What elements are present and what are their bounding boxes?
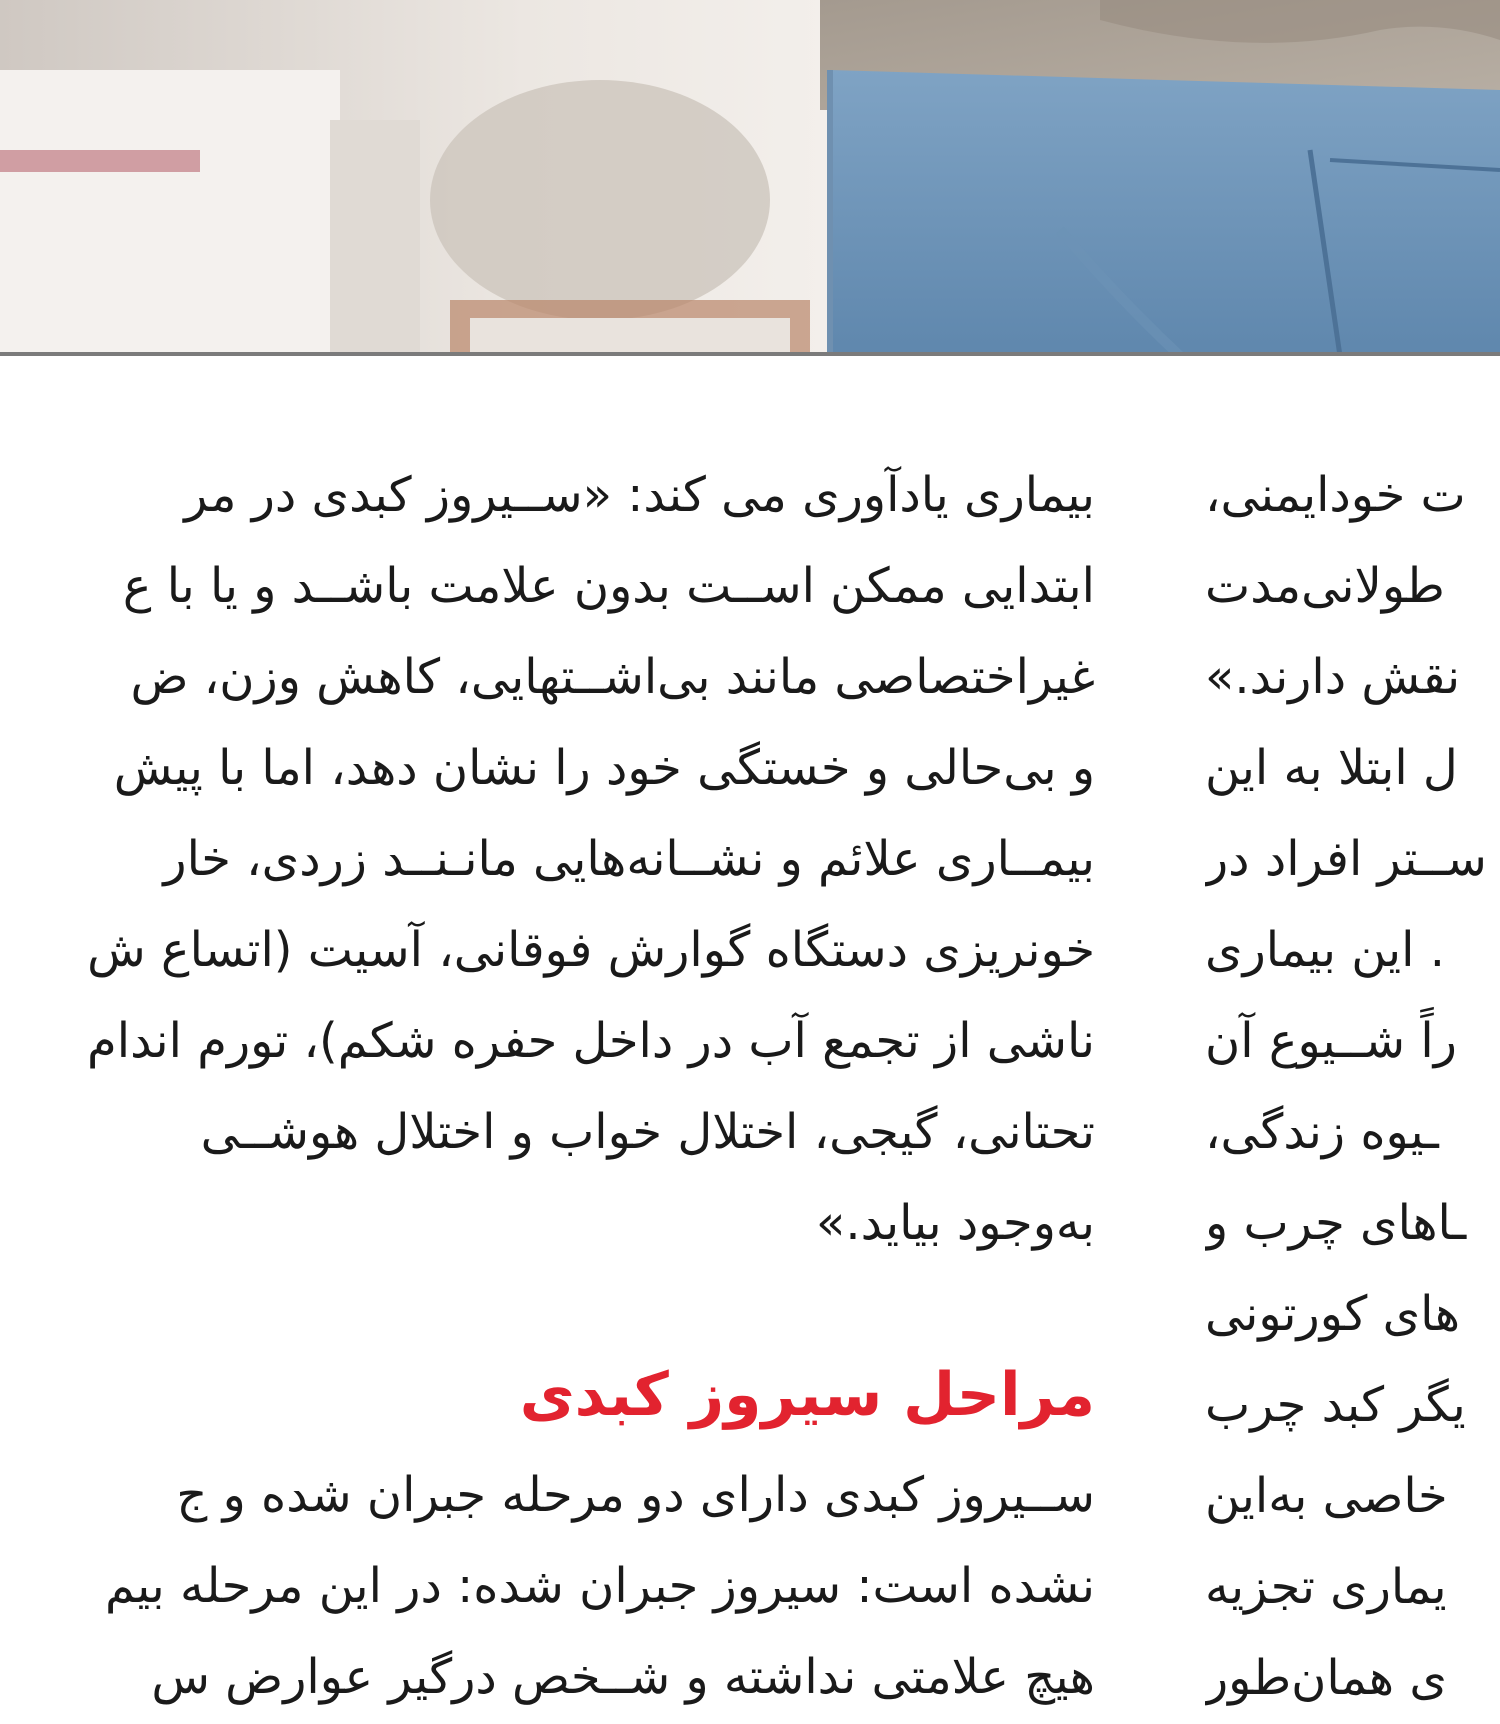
paragraph-line: ت خودایمنی، xyxy=(1205,467,1466,523)
paragraph-line: غیراختصاصی مانند بی‌اشــتهایی، کاهش وزن، ض xyxy=(130,649,1095,705)
photo-of-person-in-jeans-icon xyxy=(0,0,1500,356)
paragraph-line: ل ابتلا به این xyxy=(1205,740,1458,796)
paragraph-line: طولانی‌مدت xyxy=(1205,558,1445,614)
paragraph-line: ســتر افراد در xyxy=(1205,831,1487,887)
photo-bottom-rule xyxy=(0,352,1500,356)
paragraph-line: های کورتونی xyxy=(1205,1286,1461,1342)
paragraph-line: به‌وجود بیاید.» xyxy=(815,1195,1095,1251)
paragraph-line: . این بیماری xyxy=(1205,922,1445,978)
paragraph-line: و بی‌حالی و خستگی خود را نشان دهد، اما با پیش xyxy=(113,740,1095,796)
paragraph-line: هیچ علامتی نداشته و شــخص درگیر عوارض س xyxy=(151,1649,1095,1705)
paragraph-line: بیماری یادآوری می کند: «ســیروز کبدی در مر xyxy=(184,467,1095,523)
paragraph-line: بیمــاری علائم و نشــانه‌هایی مانـنــد زردی، خار xyxy=(163,831,1095,887)
paragraph-line: ســیروز کبدی دارای دو مرحله جبران شده و ج xyxy=(176,1467,1095,1523)
paragraph-line: ناشی از تجمع آب در داخل حفره شکم)، تورم اندام xyxy=(87,1013,1095,1069)
paragraph-line: ی همان‌طور xyxy=(1205,1650,1447,1706)
section-heading: مراحل سیروز کبدی xyxy=(519,1360,1095,1430)
article-main-column xyxy=(0,450,1095,1723)
paragraph-line: نقش دارند.» xyxy=(1205,649,1461,705)
paragraph-line: راً شــیوع آن xyxy=(1205,1013,1457,1069)
paragraph-line: ـیوه زندگی، xyxy=(1205,1104,1439,1160)
article-right-column xyxy=(1205,450,1500,1724)
paragraph-line: نشده است: سیروز جبران شده: در این مرحله بیم xyxy=(104,1558,1095,1614)
paragraph-line: یماری تجزیه xyxy=(1205,1559,1447,1615)
paragraph-line: ـاهای چرب و xyxy=(1205,1195,1467,1251)
paragraph-line: خاصی به‌این xyxy=(1205,1468,1448,1524)
section-spacer xyxy=(0,1269,1095,1340)
paragraph-line: خونریزی دستگاه گوارش فوقانی، آسیت (اتساع ش xyxy=(87,922,1095,978)
paragraph-line: یگر کبد چرب xyxy=(1205,1377,1466,1433)
paragraph-line: تحتانی، گیجی، اختلال خواب و اختلال هوشــی xyxy=(200,1104,1095,1160)
paragraph-line: ابتدایی ممکن اســت بدون علامت باشــد و یا با ع xyxy=(122,558,1095,614)
article-photo xyxy=(0,0,1500,356)
